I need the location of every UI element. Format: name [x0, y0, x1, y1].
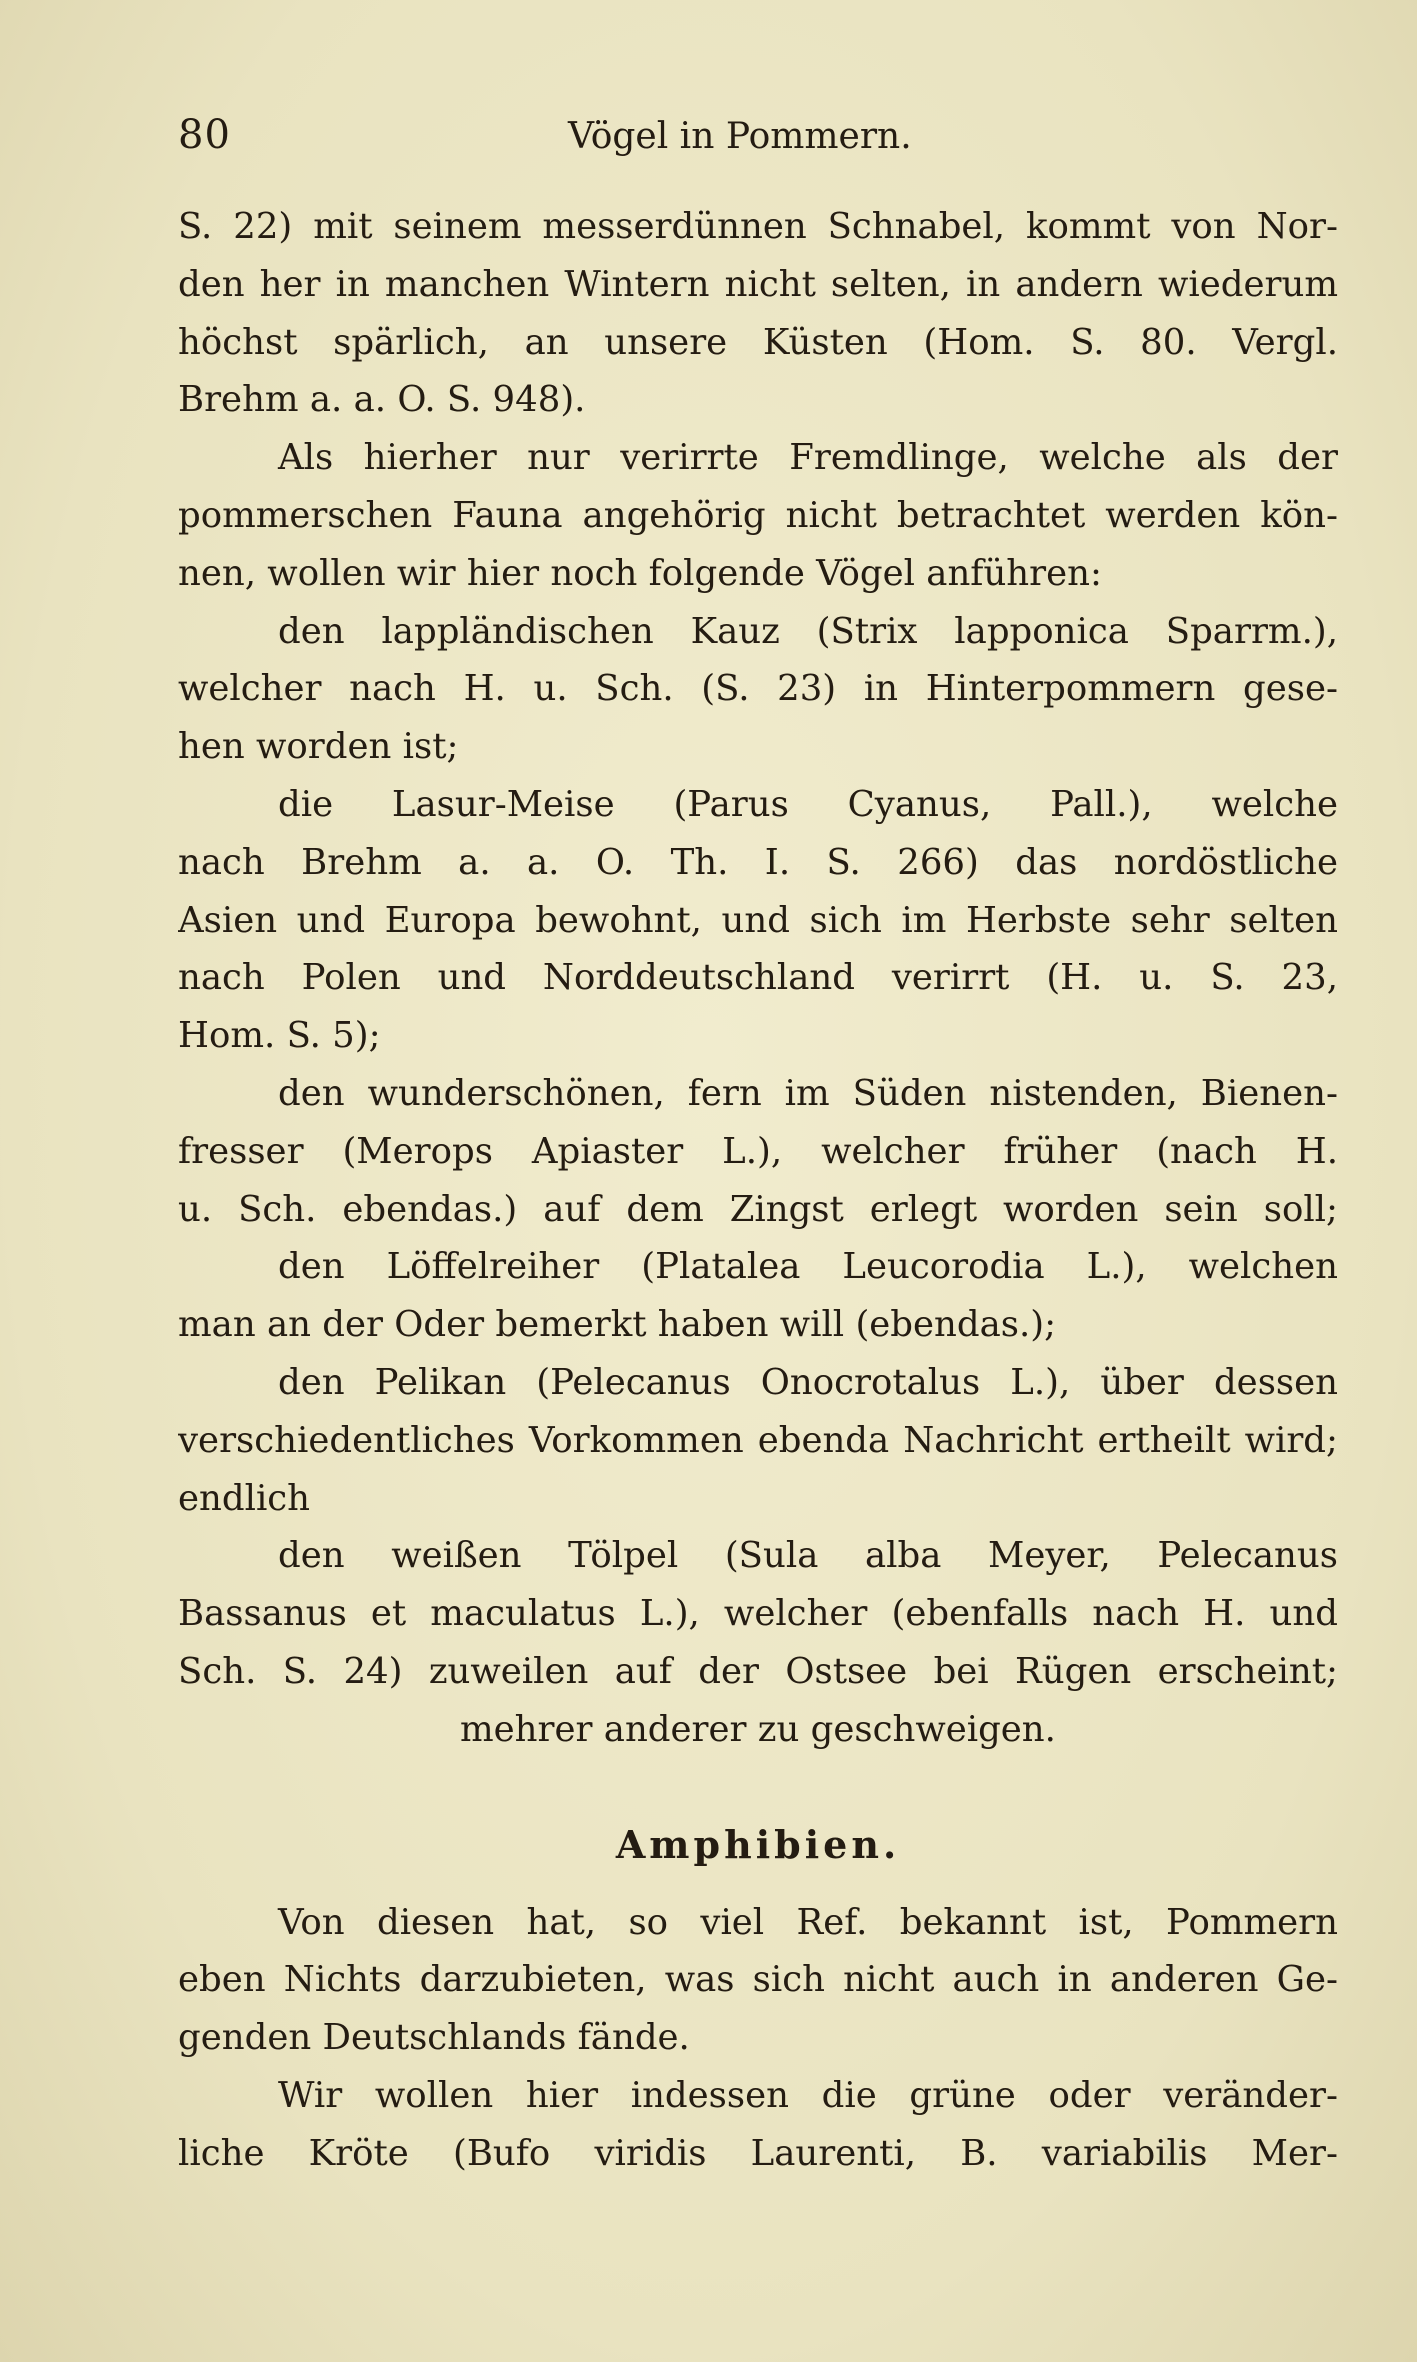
- text-line: den Pelikan (Pelecanus Onocrotalus L.), über dessen: [278, 1361, 1338, 1403]
- text-line: höchst spärlich, an unsere Küsten (Hom. S. 80. Vergl.: [178, 321, 1338, 363]
- text-line: den wunderschönen, fern im Süden nistenden, Bienen-: [278, 1072, 1338, 1114]
- text-line: u. Sch. ebendas.) auf dem Zingst erlegt worden sein soll;: [178, 1188, 1338, 1230]
- text-line: Sch. S. 24) zuweilen auf der Ostsee bei Rügen erscheint;: [178, 1650, 1338, 1692]
- text-line: die Lasur-Meise (Parus Cyanus, Pall.), welche: [278, 783, 1338, 825]
- text-line: liche Kröte (Bufo viridis Laurenti, B. variabilis Mer-: [178, 2132, 1338, 2174]
- text-line: Brehm a. a. O. S. 948).: [178, 379, 586, 421]
- text-line: hen worden ist;: [178, 726, 459, 768]
- text-line: den Löffelreiher (Platalea Leucorodia L.), welchen: [278, 1246, 1338, 1288]
- text-line: fresser (Merops Apiaster L.), welcher früher (nach H.: [178, 1130, 1338, 1172]
- running-head: Vögel in Pommern.: [568, 116, 912, 157]
- page-body: [178, 198, 1338, 2183]
- text-line: nach Brehm a. a. O. Th. I. S. 266) das nordöstliche: [178, 841, 1338, 883]
- text-line: Als hierher nur verirrte Fremdlinge, welche als der: [278, 437, 1338, 479]
- text-line: pommerschen Fauna angehörig nicht betrachtet werden kön-: [178, 494, 1338, 536]
- text-line: Von diesen hat, so viel Ref. bekannt ist, Pommern: [278, 1901, 1338, 1943]
- text-line: mehrer anderer zu geschweigen.: [460, 1708, 1056, 1750]
- text-line: Wir wollen hier indessen die grüne oder veränder-: [278, 2074, 1338, 2116]
- section-heading: Amphibien.: [615, 1821, 901, 1867]
- text-line: den weißen Tölpel (Sula alba Meyer, Pelecanus: [278, 1535, 1338, 1577]
- text-line: eben Nichts darzubieten, was sich nicht auch in anderen Ge-: [178, 1959, 1338, 2001]
- page-number: 80: [178, 112, 231, 158]
- text-line: Hom. S. 5);: [178, 1015, 381, 1057]
- text-line: nen, wollen wir hier noch folgende Vögel anführen:: [178, 552, 1102, 594]
- text-line: den her in manchen Wintern nicht selten, in andern wiederum: [178, 263, 1338, 305]
- text-line: nach Polen und Norddeutschland verirrt (H. u. S. 23,: [178, 957, 1338, 999]
- page-header: [178, 112, 1338, 172]
- text-line: Bassanus et maculatus L.), welcher (ebenfalls nach H. und: [178, 1593, 1338, 1635]
- text-line: genden Deutschlands fände.: [178, 2017, 690, 2059]
- text-line: man an der Oder bemerkt haben will (ebendas.);: [178, 1304, 1057, 1346]
- text-line: den lappländischen Kauz (Strix lapponica Sparrm.),: [278, 610, 1338, 652]
- text-line: endlich: [178, 1477, 311, 1519]
- text-line: verschiedentliches Vorkommen ebenda Nachricht ertheilt wird;: [178, 1419, 1338, 1461]
- text-line: welcher nach H. u. Sch. (S. 23) in Hinterpommern gese-: [178, 668, 1338, 710]
- text-line: S. 22) mit seinem messerdünnen Schnabel, kommt von Nor-: [178, 206, 1338, 247]
- text-line: Asien und Europa bewohnt, und sich im Herbste sehr selten: [178, 899, 1338, 941]
